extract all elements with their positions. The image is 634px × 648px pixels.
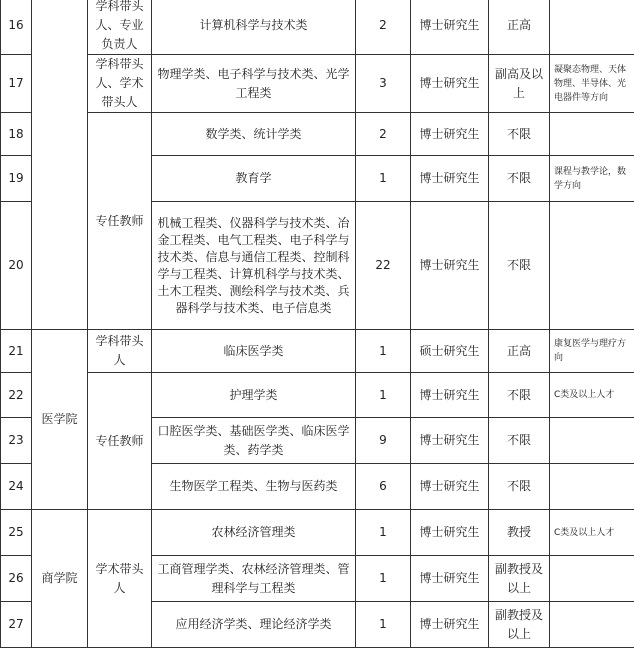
table-row — [1, 55, 634, 113]
note-cell — [550, 464, 634, 510]
position-cell: 专任教师 — [88, 373, 152, 510]
degree-cell: 博士研究生 — [411, 202, 489, 330]
title-cell: 不限 — [489, 156, 550, 202]
degree-cell: 博士研究生 — [411, 0, 489, 55]
degree-cell: 博士研究生 — [411, 602, 489, 648]
table-row — [1, 373, 634, 418]
count-cell: 6 — [356, 464, 411, 510]
count-cell: 1 — [356, 156, 411, 202]
major-cell: 计算机科学与技术类 — [152, 0, 356, 55]
count-cell: 9 — [356, 418, 411, 464]
count-cell: 1 — [356, 556, 411, 602]
title-cell: 不限 — [489, 418, 550, 464]
row-number: 17 — [1, 55, 32, 113]
note-cell: C类及以上人才 — [550, 373, 634, 418]
row-number: 23 — [1, 418, 32, 464]
degree-cell: 博士研究生 — [411, 510, 489, 556]
degree-cell: 博士研究生 — [411, 464, 489, 510]
major-cell: 教育学 — [152, 156, 356, 202]
title-cell: 教授 — [489, 510, 550, 556]
title-cell: 不限 — [489, 202, 550, 330]
count-cell: 1 — [356, 510, 411, 556]
title-cell: 正高 — [489, 330, 550, 373]
major-cell: 农林经济管理类 — [152, 510, 356, 556]
major-cell: 应用经济学类、理论经济学类 — [152, 602, 356, 648]
title-cell: 副教授及以上 — [489, 602, 550, 648]
title-cell: 正高 — [489, 0, 550, 55]
count-cell: 22 — [356, 202, 411, 330]
title-cell: 不限 — [489, 373, 550, 418]
table-row — [1, 510, 634, 556]
college-cell — [32, 0, 88, 330]
note-cell: 课程与教学论，数学方向 — [550, 156, 634, 202]
major-cell: 临床医学类 — [152, 330, 356, 373]
position-cell: 学术带头人 — [88, 510, 152, 648]
row-number: 18 — [1, 113, 32, 156]
major-cell: 工商管理学类、农林经济管理类、管理科学与工程类 — [152, 556, 356, 602]
major-cell: 口腔医学类、基础医学类、临床医学类、药学类 — [152, 418, 356, 464]
row-number: 24 — [1, 464, 32, 510]
position-cell: 学科带头人、学术带头人 — [88, 55, 152, 113]
position-cell: 学科带头人 — [88, 330, 152, 373]
count-cell: 1 — [356, 602, 411, 648]
row-number: 25 — [1, 510, 32, 556]
degree-cell: 博士研究生 — [411, 156, 489, 202]
count-cell: 2 — [356, 113, 411, 156]
college-cell: 商学院 — [32, 510, 88, 648]
major-cell: 数学类、统计学类 — [152, 113, 356, 156]
row-number: 19 — [1, 156, 32, 202]
major-cell: 机械工程类、仪器科学与技术类、冶金工程类、电气工程类、电子科学与技术类、信息与通信工程类、控制科学与工程类、计算机科学与技术类、土木工程类、测绘科学与技术类、兵器科学与技术类、电子信息类 — [152, 202, 356, 330]
degree-cell: 博士研究生 — [411, 418, 489, 464]
row-number: 26 — [1, 556, 32, 602]
count-cell: 1 — [356, 373, 411, 418]
note-cell: C类及以上人才 — [550, 510, 634, 556]
degree-cell: 博士研究生 — [411, 556, 489, 602]
note-cell: 康复医学与理疗方向 — [550, 330, 634, 373]
degree-cell: 硕士研究生 — [411, 330, 489, 373]
table-row — [1, 0, 634, 55]
note-cell: 凝聚态物理、天体物理、半导体、光电器件等方向 — [550, 55, 634, 113]
row-number: 20 — [1, 202, 32, 330]
title-cell: 副高及以上 — [489, 55, 550, 113]
note-cell — [550, 556, 634, 602]
note-cell — [550, 418, 634, 464]
major-cell: 物理学类、电子科学与技术类、光学工程类 — [152, 55, 356, 113]
row-number: 22 — [1, 373, 32, 418]
college-cell: 医学院 — [32, 330, 88, 510]
note-cell — [550, 602, 634, 648]
row-number: 16 — [1, 0, 32, 55]
row-number: 21 — [1, 330, 32, 373]
title-cell: 不限 — [489, 464, 550, 510]
count-cell: 1 — [356, 330, 411, 373]
row-number: 27 — [1, 602, 32, 648]
table-row — [1, 113, 634, 156]
note-cell — [550, 113, 634, 156]
title-cell: 不限 — [489, 113, 550, 156]
note-cell — [550, 202, 634, 330]
title-cell: 副教授及以上 — [489, 556, 550, 602]
note-cell — [550, 0, 634, 55]
degree-cell: 博士研究生 — [411, 373, 489, 418]
position-cell: 专任教师 — [88, 113, 152, 330]
major-cell: 生物医学工程类、生物与医药类 — [152, 464, 356, 510]
degree-cell: 博士研究生 — [411, 55, 489, 113]
table-row — [1, 330, 634, 373]
count-cell: 2 — [356, 0, 411, 55]
count-cell: 3 — [356, 55, 411, 113]
position-cell: 学科带头人、专业负责人 — [88, 0, 152, 55]
major-cell: 护理学类 — [152, 373, 356, 418]
degree-cell: 博士研究生 — [411, 113, 489, 156]
